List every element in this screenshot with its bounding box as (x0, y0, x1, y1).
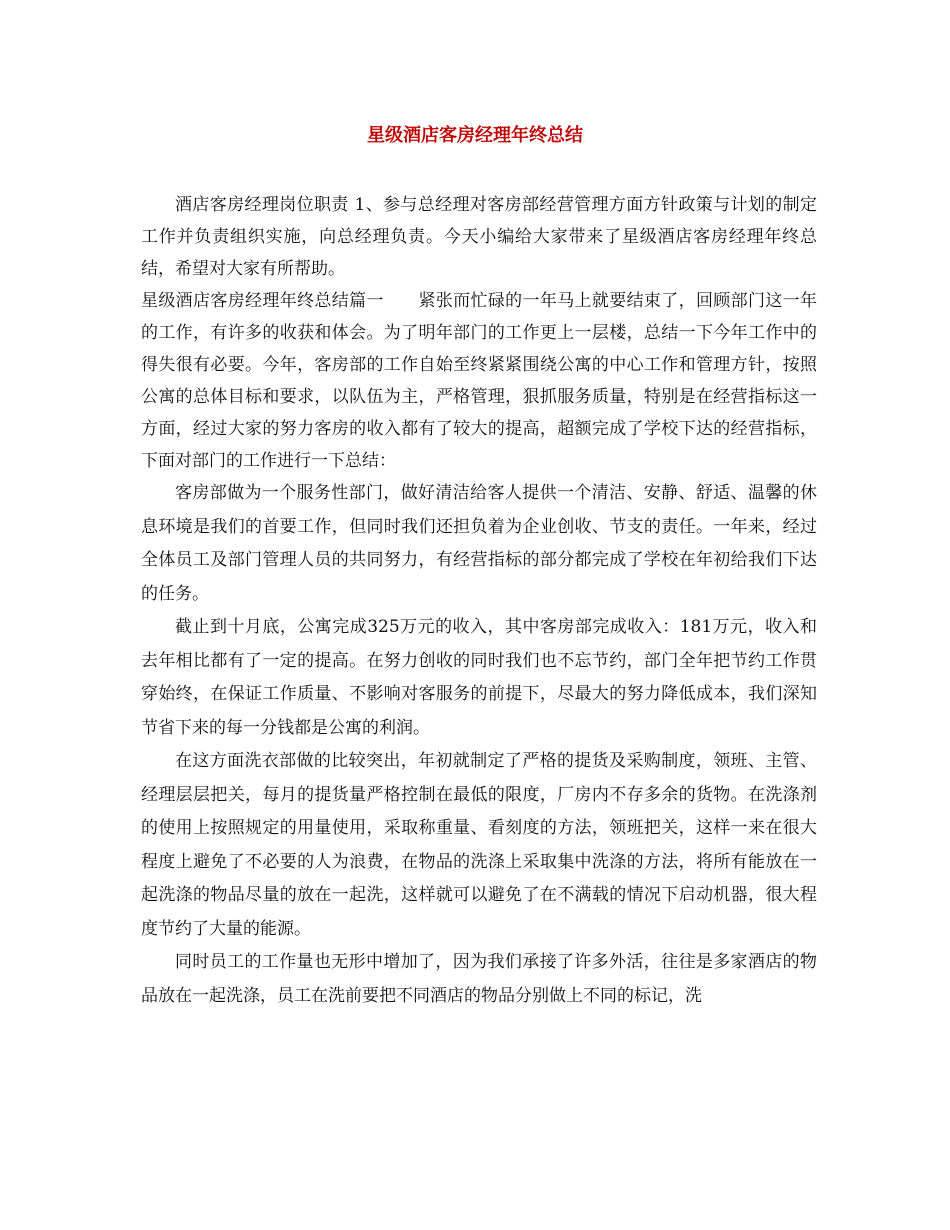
paragraph-laundry: 在这方面洗衣部做的比较突出，年初就制定了严格的提货及采购制度，领班、主管、经理层层把关，每月的提货量严格控制在最低的限度，厂房内不存多余的货物。在洗涤剂的使用上按照规定的用量使用，采取称重量、看刻度的方法，领班把关，这样一来在很大程度上避免了不必要的人为浪费，在物品的洗涤上采取集中洗涤的方法，将所有能放在一起洗涤的物品尽量的放在一起洗，这样就可以避免了在不满载的情况下启动机器，很大程度节约了大量的能源。 (141, 751, 817, 939)
paragraph-revenue: 截止到十月底，公寓完成325万元的收入，其中客房部完成收入：181万元，收入和去年相比都有了一定的提高。在努力创收的同时我们也不忘节约，部门全年把节约工作贯穿始终，在保证工作质量、不影响对客服务的前提下，尽最大的努力降低成本，我们深知节省下来的每一分钱都是公寓的利润。 (141, 617, 817, 738)
document-body (141, 189, 817, 1013)
paragraph-housekeeping: 客房部做为一个服务性部门，做好清洁给客人提供一个清洁、安静、舒适、温馨的休息环境是我们的首要工作，但同时我们还担负着为企业创收、节支的责任。一年来，经过全体员工及部门管理人员的共同努力，有经营指标的部分都完成了学校在年初给我们下达的任务。 (141, 483, 817, 604)
paragraph-workload: 同时员工的工作量也无形中增加了，因为我们承接了许多外活，往往是多家酒店的物品放在一起洗涤，员工在洗前要把不同酒店的物品分别做上不同的标记，洗 (141, 952, 817, 1006)
paragraph-section-one: 星级酒店客房经理年终总结篇一 紧张而忙碌的一年马上就要结束了，回顾部门这一年的工作，有许多的收获和体会。为了明年部门的工作更上一层楼，总结一下今年工作中的得失很有必要。今年，客房部的工作自始至终紧紧围绕公寓的中心工作和管理方针，按照公寓的总体目标和要求，以队伍为主，严格管理，狠抓服务质量，特别是在经营指标这一方面，经过大家的努力客房的收入都有了较大的提高，超额完成了学校下达的经营指标，下面对部门的工作进行一下总结： (141, 291, 817, 471)
paragraph-intro: 酒店客房经理岗位职责 1、参与总经理对客房部经营管理方面方针政策与计划的制定工作并负责组织实施，向总经理负责。今天小编给大家带来了星级酒店客房经理年终总结，希望对大家有所帮助。 (141, 195, 817, 279)
document-title: 星级酒店客房经理年终总结 (367, 125, 583, 146)
